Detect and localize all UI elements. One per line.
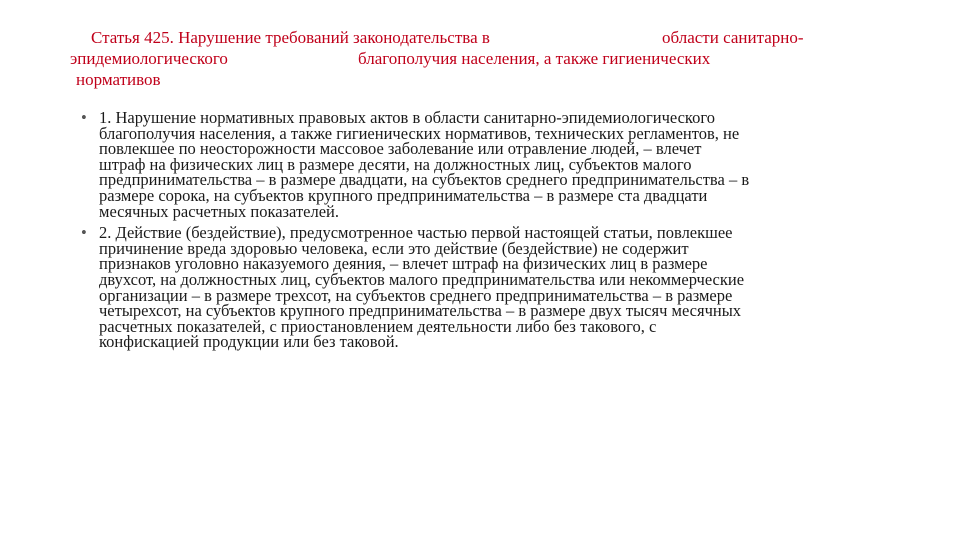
list-item-2: [78, 225, 898, 350]
bullet-icon: •: [81, 223, 87, 243]
item-1-line: месячных расчетных показателей.: [99, 201, 339, 221]
title-line2-left: эпидемиологического: [70, 49, 228, 68]
item-2-line: расчетных показателей, с приостановлением деятельности либо без такового, с: [99, 316, 657, 336]
item-2-line: двухсот, на должностных лиц, субъектов малого предпринимательства или некоммерческие: [99, 269, 745, 289]
title-line3: нормативов: [76, 70, 161, 89]
item-2-line: четырехсот, на субъектов крупного предпринимательства – в размере двух тысяч месячных: [99, 301, 742, 321]
item-1-line: размере сорока, на субъектов крупного предпринимательства – в размере ста двадцати: [99, 185, 708, 205]
item-2-line: конфискацией продукции или без таковой.: [99, 332, 399, 352]
item-2-line: признаков уголовно наказуемого деяния, – влечет штраф на физических лиц в размере: [99, 254, 708, 274]
item-1-line: предпринимательства – в размере двадцати, на субъектов среднего предпринимательства – в: [99, 170, 750, 190]
item-1-line: повлекшее по неосторожности массовое заболевание или отравление людей, – влечет: [99, 139, 702, 159]
item-1-line: благополучия населения, а также гигиенических нормативов, технических регламентов, не: [99, 123, 740, 143]
bullet-icon: •: [81, 108, 87, 127]
article-body-list: [78, 110, 898, 356]
item-2-line: причинение вреда здоровью человека, если это действие (бездействие) не содержит: [99, 238, 689, 258]
item-1-line: 1. Нарушение нормативных правовых актов в области санитарно-эпидемиологического: [99, 108, 715, 127]
item-1-line: штраф на физических лиц в размере десяти, на должностных лиц, субъектов малого: [99, 154, 692, 174]
title-line2-right: благополучия населения, а также гигиенических: [358, 49, 711, 68]
item-2-line: 2. Действие (бездействие), предусмотренное частью первой настоящей статьи, повлекшее: [99, 223, 733, 243]
list-item-1: [78, 110, 898, 219]
item-2-line: организации – в размере трехсот, на субъектов среднего предпринимательства – в размере: [99, 285, 733, 305]
title-line1-left: Статья 425. Нарушение требований законодательства в: [91, 28, 490, 47]
title-line1-right: области санитарно-: [662, 28, 804, 47]
